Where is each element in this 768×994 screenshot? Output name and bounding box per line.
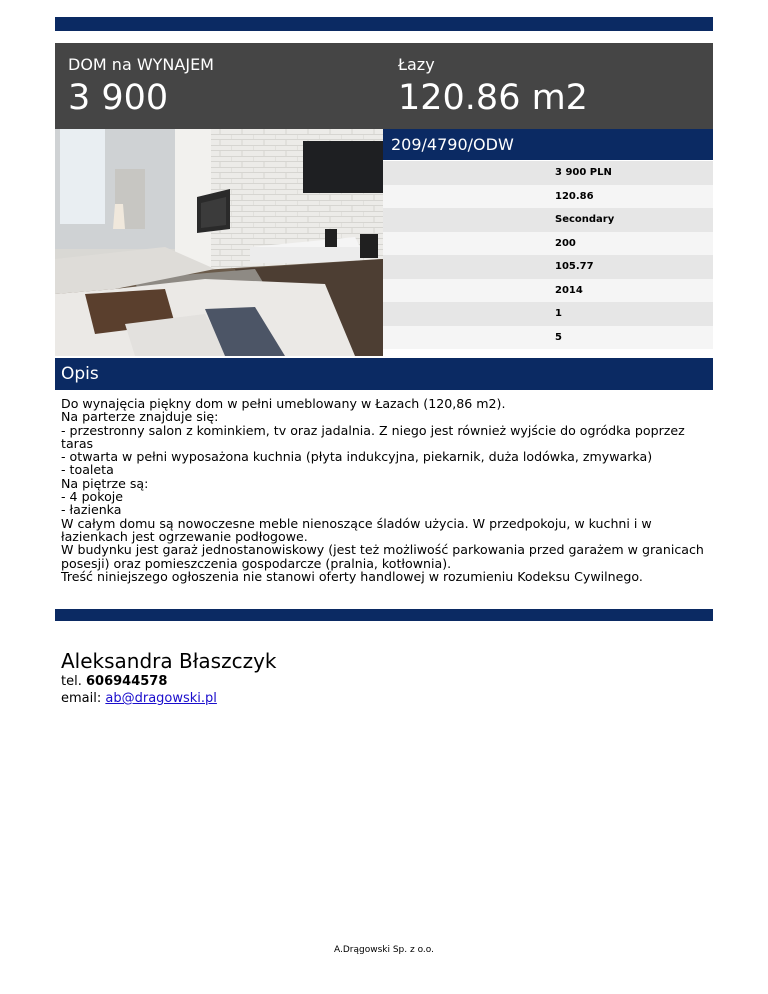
listing-price: 3 900 bbox=[68, 78, 169, 118]
phone-label: tel. bbox=[61, 674, 82, 689]
description-line: - przestronny salon z kominkiem, tv oraz jadalnia. Z niego jest również wyjście do ogródka poprzez taras bbox=[61, 422, 685, 451]
agent-phone: 606944578 bbox=[85, 674, 168, 689]
living-room-photo-illustration bbox=[55, 129, 383, 356]
detail-value-7: 1 bbox=[555, 308, 562, 319]
description-line: W całym domu są nowoczesne meble nienoszące śladów użycia. W przedpokoju, w kuchni i w łazienkach jest ogrzewanie podłogowe. bbox=[61, 515, 652, 544]
listing-header bbox=[55, 43, 713, 129]
listing-type: DOM na WYNAJEM bbox=[68, 55, 214, 74]
description-title: Opis bbox=[61, 364, 99, 384]
description-line: - łazienka bbox=[61, 502, 122, 518]
detail-value-area: 120.86 bbox=[555, 190, 594, 202]
detail-value-year: 2014 bbox=[555, 284, 583, 296]
description-line: Na parterze znajduje się: bbox=[61, 409, 219, 425]
email-label: email: bbox=[61, 691, 102, 706]
detail-row bbox=[383, 185, 713, 209]
offer-code: 209/4790/ODW bbox=[391, 135, 514, 154]
detail-value-4: 200 bbox=[555, 237, 576, 249]
section-divider-bar bbox=[55, 609, 713, 621]
detail-row bbox=[383, 255, 713, 279]
description-header bbox=[55, 358, 713, 390]
offer-details-table bbox=[383, 161, 713, 349]
detail-row bbox=[383, 161, 713, 185]
description-line: Treść niniejszego ogłoszenia nie stanowi oferty handlowej w rozumieniu Kodeksu Cywilnego. bbox=[61, 568, 643, 584]
property-photo bbox=[55, 129, 383, 356]
detail-value-5: 105.77 bbox=[555, 261, 594, 272]
description-line: - 4 pokoje bbox=[61, 489, 124, 505]
agent-name: Aleksandra Błaszczyk bbox=[61, 649, 277, 673]
listing-city: Łazy bbox=[398, 55, 435, 74]
detail-row bbox=[383, 326, 713, 350]
header-left bbox=[68, 55, 214, 119]
detail-value-price: 3 900 PLN bbox=[555, 167, 612, 178]
detail-value-market: Secondary bbox=[555, 214, 615, 225]
detail-row bbox=[383, 208, 713, 232]
top-bar bbox=[55, 17, 713, 31]
description-text bbox=[61, 397, 709, 583]
detail-row bbox=[383, 279, 713, 303]
detail-row bbox=[383, 302, 713, 326]
description-line: - otwarta w pełni wyposażona kuchnia (płyta indukcyjna, piekarnik, duża lodówka, zmywarka) bbox=[61, 449, 653, 465]
footer-company: A.Drągowski Sp. z o.o. bbox=[334, 945, 434, 955]
description-line: - toaleta bbox=[61, 462, 114, 478]
agent-contact bbox=[61, 649, 277, 707]
detail-row bbox=[383, 232, 713, 256]
detail-value-8: 5 bbox=[555, 331, 562, 343]
offer-code-bar bbox=[383, 129, 713, 160]
listing-area: 120.86 m2 bbox=[398, 78, 588, 118]
description-line: W budynku jest garaż jednostanowiskowy (jest też możliwość parkowania przed garażem w granicach posesji) oraz pomieszczenia gospodarcze (pralnia, kotłownia). bbox=[61, 542, 704, 571]
agent-email-line bbox=[61, 690, 277, 707]
description-line: Na piętrze są: bbox=[61, 475, 149, 491]
header-right bbox=[398, 55, 588, 119]
agent-phone-line bbox=[61, 673, 277, 690]
description-line: Do wynajęcia piękny dom w pełni umeblowany w Łazach (120,86 m2). bbox=[61, 396, 506, 411]
agent-email-link[interactable]: ab@dragowski.pl bbox=[105, 691, 217, 706]
